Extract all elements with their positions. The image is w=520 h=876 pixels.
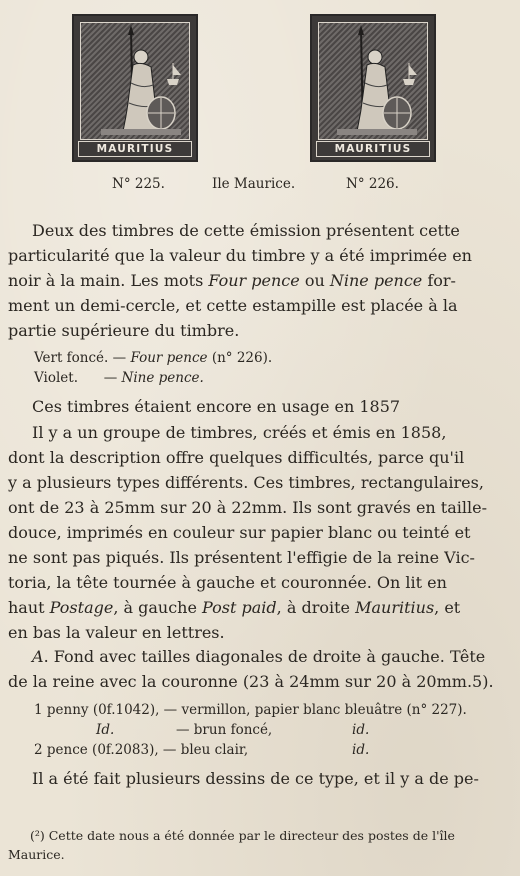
paragraph-5 (8, 766, 506, 791)
britannia-figure-icon (319, 23, 428, 139)
text-line (8, 268, 506, 293)
text-line: Ces timbres étaient encore en usage en 1857 (32, 397, 401, 416)
italic-nine-pence: Nine pence (329, 271, 423, 290)
italic-postage: Postage (49, 598, 114, 617)
text-line: de la reine avec la couronne (23 à 24mm sur 20 à 20mm.5). (8, 672, 494, 691)
stamp-image-226 (310, 14, 436, 162)
paragraph-2 (8, 394, 506, 419)
text-line: Il y a un groupe de timbres, créés et émis en 1858, (32, 423, 447, 442)
text-span: ou (299, 271, 330, 290)
stamp-label: MAURITIUS (316, 141, 430, 157)
text-line: y a plusieurs types différents. Ces timbres, rectangulaires, (8, 473, 484, 492)
stamp-list-item (34, 720, 504, 740)
color-item: Violet. — Nine pence. (34, 370, 204, 386)
id-mark: Id. (96, 722, 115, 738)
text-line: partie supérieure du timbre. (8, 321, 240, 340)
color-value: Nine pence. (121, 370, 204, 386)
text-line: toria, la tête tournée à gauche et couronnée. On lit en (8, 573, 447, 592)
color-list (34, 348, 494, 388)
britannia-figure-icon (81, 23, 190, 139)
paragraph-1 (8, 218, 506, 343)
footnote-line: (²) Cette date nous a été donnée par le directeur des postes de l'île (30, 828, 455, 843)
caption-no-226: N° 226. (346, 176, 399, 192)
color-item: Vert foncé. — Four pence (n° 226). (34, 350, 273, 366)
stamp-list-item: 1 penny (0f.1042), — vermillon, papier blanc bleuâtre (n° 227). (34, 702, 467, 718)
text-span: , et (434, 598, 461, 617)
color-desc: — brun foncé, (176, 722, 273, 738)
text-line: Deux des timbres de cette émission présentent cette (32, 221, 460, 240)
text-line: particularité que la valeur du timbre y a été imprimée en (8, 246, 472, 265)
text-span: . Fond avec tailles diagonales de droite à gauche. Tête (43, 647, 486, 666)
italic-four-pence: Four pence (208, 271, 300, 290)
text-span: haut (8, 598, 45, 617)
id-mark: id. (352, 742, 370, 758)
text-span: , à droite (276, 598, 350, 617)
stamp-engraving (80, 22, 190, 140)
text-span: for- (422, 271, 456, 290)
stamp-engraving (318, 22, 428, 140)
footnote-line: Maurice. (8, 847, 65, 862)
italic-post-paid: Post paid (202, 598, 277, 617)
color-value: Four pence (130, 350, 208, 366)
stamp-list (34, 700, 504, 760)
stamp-image-225 (72, 14, 198, 162)
caption-ile-maurice: Ile Maurice. (212, 176, 296, 192)
text-line: en bas la valeur en lettres. (8, 623, 225, 642)
text-line: dont la description offre quelques difficultés, parce qu'il (8, 448, 465, 467)
text-line: ont de 23 à 25mm sur 20 à 22mm. Ils sont gravés en taille- (8, 498, 487, 517)
paragraph-3 (8, 420, 506, 645)
color-desc: 2 pence (0f.2083), — bleu clair, (34, 742, 249, 758)
text-line: Il a été fait plusieurs dessins de ce type, et il y a de pe- (32, 769, 479, 788)
text-line: douce, imprimés en couleur sur papier blanc ou teinté et (8, 523, 471, 542)
color-name: Violet. (34, 370, 78, 386)
footnote (8, 826, 508, 864)
text-line (8, 644, 506, 669)
text-span: noir à la main. Les mots (8, 271, 204, 290)
italic-mauritius: Mauritius (355, 598, 435, 617)
text-line: ment un demi-cercle, et cette estampille est placée à la (8, 296, 458, 315)
color-ref: (n° 226). (211, 350, 273, 366)
italic-a: A (32, 647, 44, 666)
text-span: , à gauche (113, 598, 197, 617)
text-line: ne sont pas piqués. Ils présentent l'effigie de la reine Vic- (8, 548, 475, 567)
id-mark: id. (352, 722, 370, 738)
text-line (8, 595, 506, 620)
paragraph-4 (8, 644, 506, 694)
color-name: Vert foncé. (34, 350, 109, 366)
stamp-list-item (34, 740, 504, 760)
caption-no-225: N° 225. (112, 176, 165, 192)
stamp-label: MAURITIUS (78, 141, 192, 157)
